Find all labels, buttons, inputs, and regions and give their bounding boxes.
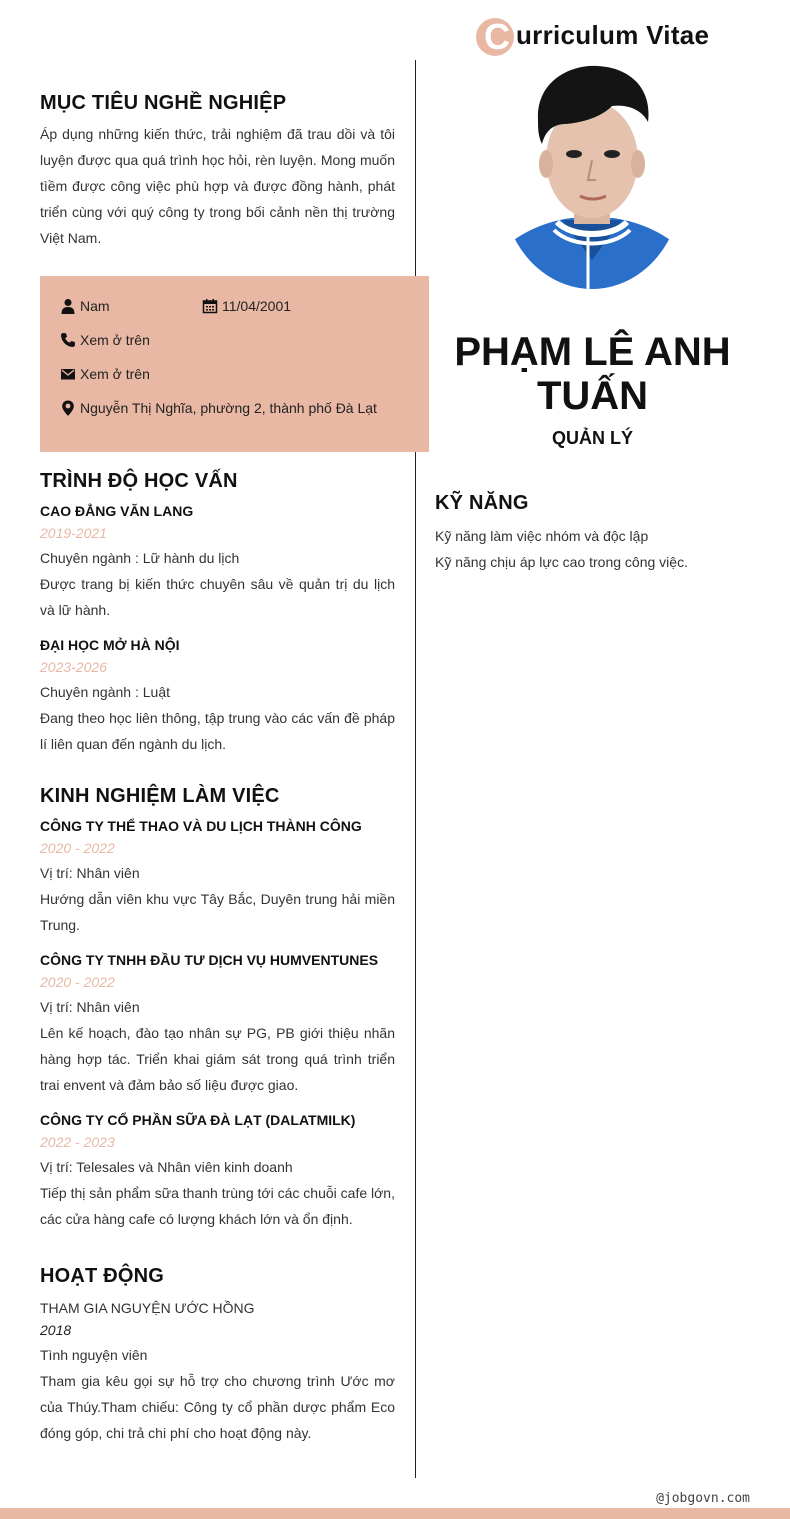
profile-photo-illustration — [502, 60, 682, 289]
company-desc: Hướng dẫn viên khu vực Tây Bắc, Duyên trung hải miền Trung. — [40, 891, 395, 933]
skill-item: Kỹ năng chịu áp lực cao trong công việc. — [435, 554, 688, 570]
activities-title: HOẠT ĐỘNG — [40, 1265, 165, 1287]
info-email — [60, 366, 150, 382]
experience-item — [40, 818, 395, 938]
phone-value: Xem ở trên — [80, 332, 150, 348]
company-name: CÔNG TY CỔ PHẦN SỮA ĐÀ LẠT (DALATMILK) — [40, 1112, 356, 1128]
candidate-name: PHẠM LÊ ANH TUẤN — [454, 330, 731, 418]
school-years: 2023-2026 — [40, 659, 107, 675]
profile-photo — [502, 60, 682, 289]
cv-logo — [476, 18, 716, 58]
address-value: Nguyễn Thị Nghĩa, phường 2, thành phố Đà Lạt — [80, 400, 377, 416]
activity-role: Tình nguyện viên — [40, 1347, 148, 1363]
activity-desc: Tham gia kêu gọi sự hỗ trợ cho chương trình Ước mơ của Thúy.Tham chiếu: Công ty cổ phần dược phẩm Eco đóng góp, chi trả chi phí cho hoạt động này. — [40, 1373, 395, 1441]
company-position: Vị trí: Nhân viên — [40, 999, 140, 1015]
info-gender — [60, 298, 110, 314]
phone-icon — [60, 332, 76, 348]
company-years: 2020 - 2022 — [40, 974, 115, 990]
activity-name: THAM GIA NGUYỆN ƯỚC HỒNG — [40, 1300, 255, 1316]
company-desc: Lên kế hoạch, đào tạo nhân sự PG, PB giới thiệu nhãn hàng hợp tác. Triển khai giám sát trong quá trình triển trai envent và đảm bảo số liệu được giao. — [40, 1025, 395, 1093]
activity-year: 2018 — [40, 1322, 72, 1338]
objective-section — [40, 92, 395, 251]
candidate-role: QUẢN LÝ — [552, 428, 633, 448]
school-name: CAO ĐẲNG VĂN LANG — [40, 503, 194, 519]
email-value: Xem ở trên — [80, 366, 150, 382]
activities-section — [40, 1265, 395, 1446]
watermark-text: @jobgovn.com — [656, 1491, 750, 1506]
skills-title: KỸ NĂNG — [435, 492, 529, 514]
gender-value: Nam — [80, 298, 110, 314]
map-pin-icon — [60, 400, 76, 416]
experience-item — [40, 1112, 395, 1232]
experience-section — [40, 785, 395, 1232]
company-position: Vị trí: Telesales và Nhân viên kinh doanh — [40, 1159, 293, 1175]
activity-item — [40, 1298, 395, 1446]
company-desc: Tiếp thị sản phẩm sữa thanh trùng tới các chuỗi cafe lớn, các cửa hàng cafe có lượng khách lớn và ổn định. — [40, 1185, 395, 1227]
school-desc: Đang theo học liên thông, tập trung vào các vấn đề pháp lí liên quan đến ngành du lịch. — [40, 710, 395, 752]
cv-logo-letter: C — [484, 16, 510, 57]
column-divider — [415, 60, 416, 1478]
info-address — [60, 400, 377, 416]
info-phone — [60, 332, 150, 348]
company-years: 2022 - 2023 — [40, 1134, 115, 1150]
calendar-icon — [202, 298, 218, 314]
cv-logo-text: urriculum Vitae — [516, 20, 710, 50]
user-icon — [60, 298, 76, 314]
birthdate-value: 11/04/2001 — [222, 298, 292, 314]
info-birthdate — [202, 298, 291, 314]
school-major: Chuyên ngành : Luật — [40, 684, 170, 700]
company-position: Vị trí: Nhân viên — [40, 865, 140, 881]
objective-text: Áp dụng những kiến thức, trải nghiệm đã trau dồi và tôi luyện được qua quá trình học hỏi, rèn luyện. Mong muốn tìềm được công việc phù hợp và được đồng hành, phát triển cùng với quý công ty trong bối cảnh nền thị trường Việt Nam. — [40, 126, 395, 246]
company-name: CÔNG TY TNHH ĐẦU TƯ DỊCH VỤ HUMVENTUNES — [40, 952, 379, 968]
personal-info-box — [40, 276, 429, 452]
school-desc: Được trang bị kiến thức chuyên sâu về quản trị du lịch và lữ hành. — [40, 576, 395, 618]
company-years: 2020 - 2022 — [40, 840, 115, 856]
school-major: Chuyên ngành : Lữ hành du lịch — [40, 550, 240, 566]
left-column — [40, 92, 395, 251]
school-years: 2019-2021 — [40, 525, 107, 541]
school-name: ĐẠI HỌC MỞ HÀ NỘI — [40, 637, 180, 653]
footer-bar — [0, 1508, 790, 1519]
objective-title: MỤC TIÊU NGHỀ NGHIỆP — [40, 92, 287, 114]
envelope-icon — [60, 366, 76, 382]
education-title: TRÌNH ĐỘ HỌC VẤN — [40, 470, 238, 492]
company-name: CÔNG TY THỂ THAO VÀ DU LỊCH THÀNH CÔNG — [40, 818, 362, 834]
education-item — [40, 503, 395, 623]
education-section — [40, 470, 395, 757]
skills-section — [435, 492, 755, 575]
experience-title: KINH NGHIỆM LÀM VIỆC — [40, 785, 280, 807]
education-item — [40, 637, 395, 757]
skill-item: Kỹ năng làm việc nhóm và độc lập — [435, 528, 649, 544]
experience-item — [40, 952, 395, 1098]
